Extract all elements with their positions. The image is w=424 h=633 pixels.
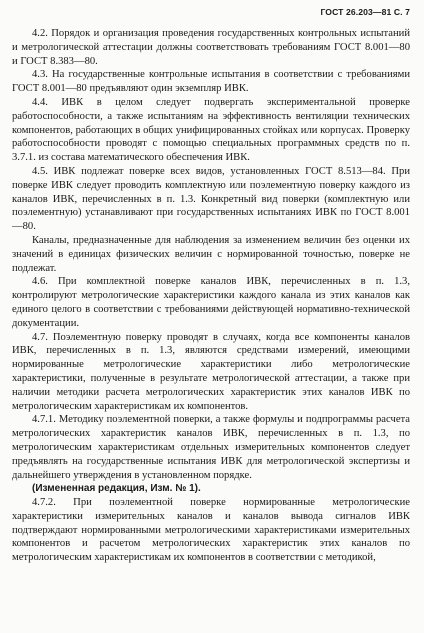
paragraph-channels-note: Каналы, предназначенные для наблюдения за изменением величин без оценки их значений в единицах физических величин с нормированной точностью, поверке не подлежат. <box>12 234 410 274</box>
body-text <box>12 27 410 565</box>
paragraph-4-2: 4.2. Порядок и организация проведения государственных контрольных испытаний и метрологической аттестации должны соответствовать требованиям ГОСТ 8.001—80 и ГОСТ 8.383—80. <box>12 28 410 67</box>
paragraph-4-7: 4.7. Поэлементную поверку проводят в случаях, когда все компоненты каналов ИВК, перечисленных в п. 1.3, являются средствами измерений, имеющими нормированные метрологические характеристики либо метрологические характеристики, полученные в результате метрологической аттестации, а также при наличии методики расчета метрологических характеристик этих каналов ИВК по метрологическим характеристикам их компонентов. <box>12 331 410 412</box>
paragraph-4-5: 4.5. ИВК подлежат поверке всех видов, установленных ГОСТ 8.513—84. При поверке ИВК следует проводить комплектную или поэлементную поверку каждого из каналов ИВК, перечисленных в п. 1.3. Конкретный вид поверки (комплектную или поэлементную) устанавливают при государственных испытаниях ИВК по ГОСТ 8.001—80. <box>12 165 410 233</box>
amendment-note: (Измененная редакция, Изм. № 1). <box>32 483 201 495</box>
page-header: ГОСТ 26.203—81 С. 7 <box>320 7 410 17</box>
paragraph-4-4: 4.4. ИВК в целом следует подвергать экспериментальной проверке работоспособности, а также испытаниям на эффективность вентиляции технических компонентов, работающих в общих унифицированных стойках или корпусах. Проверку работоспособности проводят с помощью специальных программных средств по п. 3.7.1. из состава математического обеспечения ИВК. <box>12 96 410 164</box>
paragraph-4-7-2: 4.7.2. При поэлементной поверке нормированные метрологические характеристики измерительных каналов и каналов вывода сигналов ИВК подтверждают нормированными метрологическими характеристиками измерительных компонентов и расчетом метрологических характеристик этих каналов по метрологическим характеристикам их компонентов в соответствии с методикой, <box>12 497 410 564</box>
paragraph-4-6: 4.6. При комплектной поверке каналов ИВК, перечисленных в п. 1.3, контролируют метрологические характеристики каждого канала из этих каналов как единого целого в соответствии с требованиями действующей нормативно-технической документации. <box>12 276 410 329</box>
paragraph-4-3: 4.3. На государственные контрольные испытания в соответствии с требованиями ГОСТ 8.001—80 предъявляют один экземпляр ИВК. <box>12 69 410 95</box>
paragraph-4-7-1: 4.7.1. Методику поэлементной поверки, а также формулы и подпрограммы расчета метрологических характеристик каналов ИВК, перечисленных в п. 1.3, по метрологическим характеристикам отдельных измерительных компонентов следует предъявлять на государственные испытания ИВК для метрологической экспертизы и дальнейшего утверждения в установленном порядке. <box>12 414 410 481</box>
